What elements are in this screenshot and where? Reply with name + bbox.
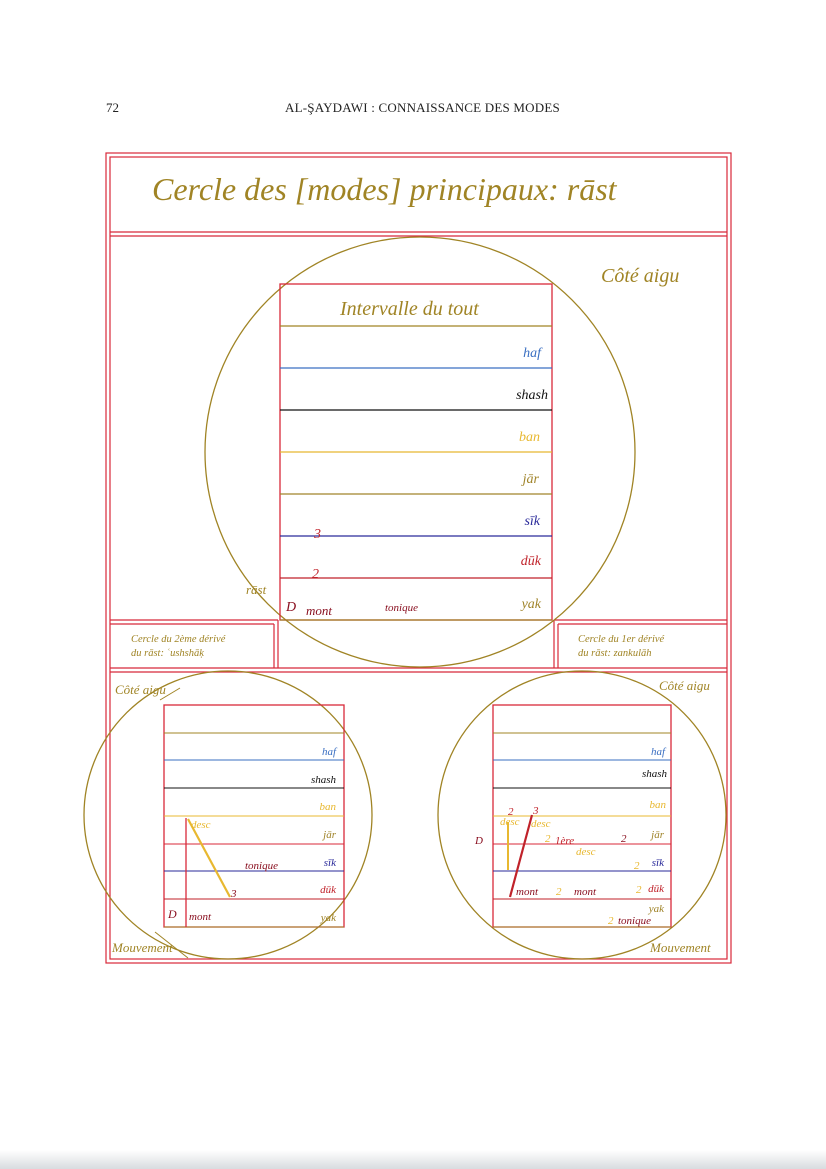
left-note-shash: shash bbox=[310, 774, 336, 786]
right-movement-label: Mouvement bbox=[650, 940, 711, 955]
left-mark-d: D bbox=[168, 907, 177, 921]
left-side-label: Côté aigu bbox=[115, 682, 166, 697]
main-mark-3: 3 bbox=[314, 527, 321, 542]
right-circle-group bbox=[438, 671, 726, 959]
right-mark-1ere: 1ère bbox=[555, 835, 575, 847]
left-note-duk: dūk bbox=[320, 884, 336, 896]
right-caption: Cercle du 1er dérivé du rāst: zankulāh bbox=[578, 634, 665, 659]
right-mark-2c: 2 bbox=[621, 833, 627, 845]
main-note-jar: jār bbox=[522, 472, 539, 487]
right-note-shash: shash bbox=[641, 768, 667, 780]
left-mark-mont: mont bbox=[189, 911, 211, 923]
right-mark-desc-c: desc bbox=[576, 846, 596, 858]
right-mark-3: 3 bbox=[533, 805, 539, 817]
right-mark-desc-a: desc bbox=[500, 816, 520, 828]
right-mark-tonique: tonique bbox=[618, 915, 651, 927]
main-mark-rast: rāst bbox=[246, 582, 267, 597]
right-mark-mont-b: mont bbox=[574, 886, 596, 898]
right-mark-2d: 2 bbox=[634, 860, 640, 872]
right-note-duk: dūk bbox=[648, 883, 664, 895]
right-mark-2g: 2 bbox=[608, 915, 614, 927]
main-note-yak: yak bbox=[521, 597, 541, 612]
left-note-haf: haf bbox=[321, 746, 336, 758]
scan-edge bbox=[0, 1150, 826, 1169]
running-title: AL-ŞAYDAWI : CONNAISSANCE DES MODES bbox=[285, 100, 560, 115]
left-note-ban: ban bbox=[319, 801, 336, 813]
right-circle bbox=[438, 671, 726, 959]
main-note-sik: sīk bbox=[524, 514, 540, 529]
right-mark-mont-a: mont bbox=[516, 886, 538, 898]
main-side-label: Côté aigu bbox=[601, 265, 680, 287]
main-note-ban: ban bbox=[519, 430, 540, 445]
right-mark-2f: 2 bbox=[636, 884, 642, 896]
left-caption: Cercle du 2ème dérivé du rāst: ʿushshāḳ bbox=[131, 634, 226, 659]
main-note-shash: shash bbox=[516, 388, 548, 403]
right-mark-d: D bbox=[475, 835, 483, 847]
main-mark-tonique: tonique bbox=[385, 602, 418, 614]
left-note-sik: sīk bbox=[323, 857, 336, 869]
left-note-jar: jār bbox=[323, 829, 336, 841]
left-circle-group bbox=[84, 671, 372, 959]
right-note-haf: haf bbox=[650, 746, 665, 758]
left-mark-3: 3 bbox=[231, 888, 237, 900]
right-mark-2a: 2 bbox=[508, 806, 514, 818]
right-mark-desc-b: desc bbox=[531, 818, 551, 830]
left-mark-tonique: tonique bbox=[245, 860, 278, 872]
right-side-label: Côté aigu bbox=[659, 678, 710, 693]
interval-label: Intervalle du tout bbox=[340, 298, 479, 320]
right-mark-2b: 2 bbox=[545, 833, 551, 845]
right-note-ban: ban bbox=[649, 799, 666, 811]
left-movement-label: Mouvement bbox=[112, 940, 173, 955]
diagram-title: Cercle des [modes] principaux: rāst bbox=[152, 171, 617, 207]
main-mark-2: 2 bbox=[312, 567, 319, 582]
main-note-duk: dūk bbox=[520, 554, 541, 569]
right-note-sik: sīk bbox=[651, 857, 664, 869]
main-note-haf: haf bbox=[523, 346, 541, 361]
main-mark-mont: mont bbox=[306, 603, 332, 618]
right-note-yak: yak bbox=[648, 903, 664, 915]
right-note-jar: jār bbox=[651, 829, 664, 841]
left-note-yak: yak bbox=[320, 912, 336, 924]
main-mark-d: D bbox=[286, 600, 297, 615]
main-circle-group bbox=[205, 237, 679, 667]
page-number: 72 bbox=[106, 100, 119, 115]
left-mark-desc: desc bbox=[191, 819, 211, 831]
right-mark-2e: 2 bbox=[556, 886, 562, 898]
